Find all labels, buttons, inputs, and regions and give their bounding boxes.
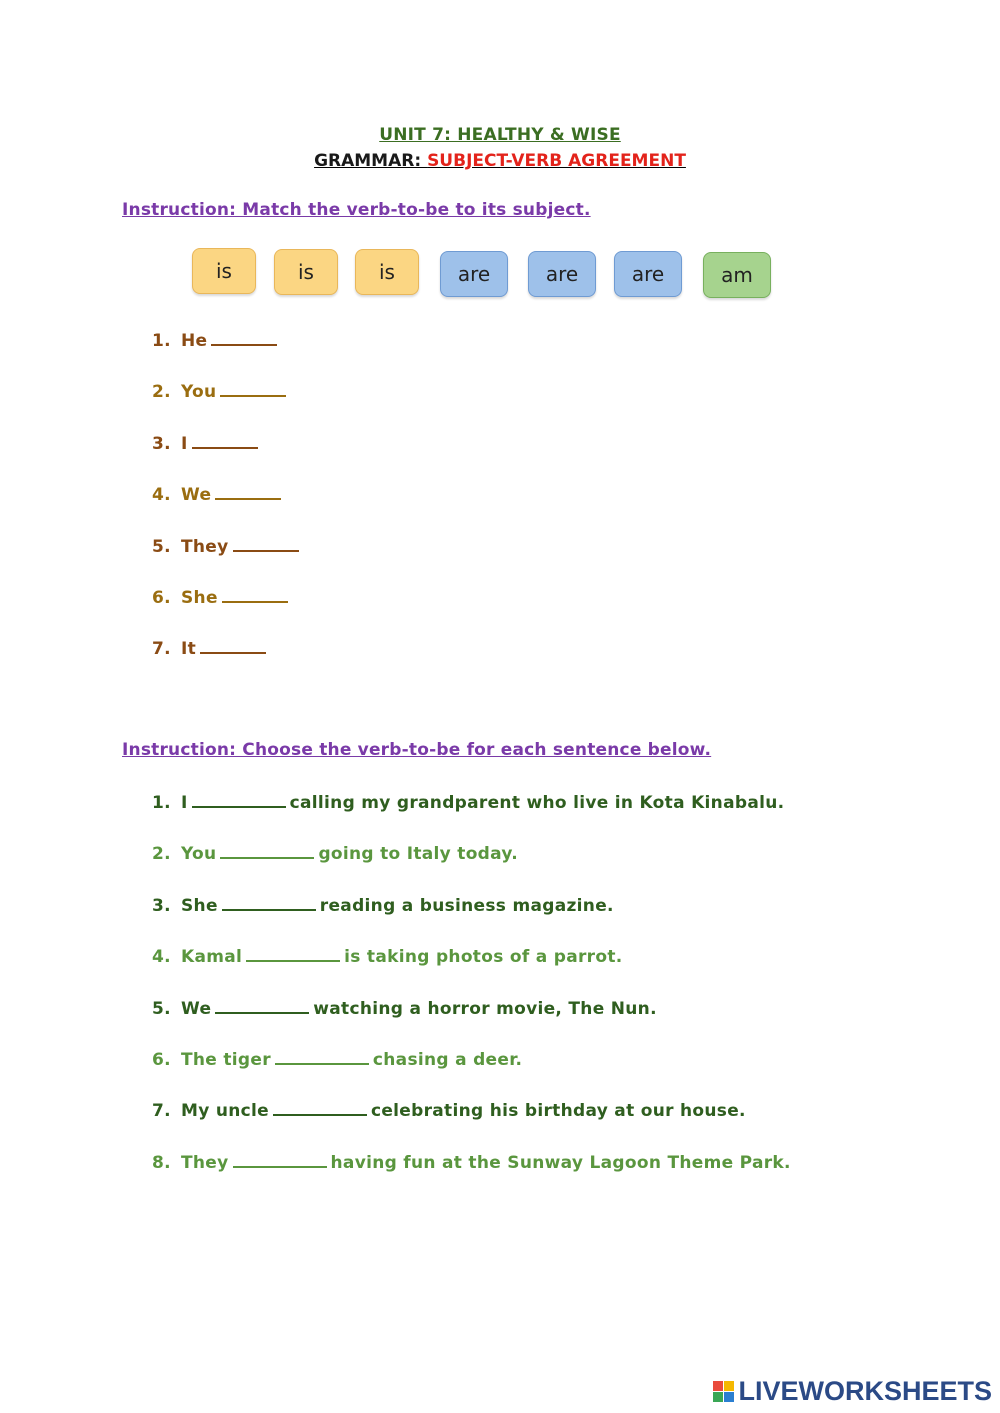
list-item	[152, 945, 791, 996]
sentence-rest: watching a horror movie, The Nun.	[313, 998, 657, 1019]
instruction-match: Instruction: Match the verb-to-be to its subject.	[122, 200, 591, 220]
word-chip-are[interactable]: are	[528, 251, 596, 297]
sentence-subject: Kamal	[181, 947, 243, 968]
sentence-subject: I	[181, 793, 188, 813]
item-number: 6.	[152, 1049, 171, 1070]
word-bank	[0, 248, 1000, 300]
word-chip-is[interactable]: is	[192, 248, 256, 294]
liveworksheets-logo-icon	[713, 1381, 734, 1402]
logo-text: LIVEWORKSHEETS	[738, 1376, 992, 1406]
sentence-subject: My uncle	[181, 1101, 269, 1122]
item-subject: He	[181, 331, 208, 351]
item-number: 2.	[152, 844, 171, 865]
answer-blank[interactable]	[215, 998, 309, 1014]
item-number: 7.	[152, 1101, 171, 1122]
word-chip-am[interactable]: am	[703, 252, 771, 298]
sentence-rest: going to Italy today.	[318, 844, 518, 865]
item-number: 5.	[152, 998, 171, 1019]
answer-blank[interactable]	[192, 433, 258, 449]
instruction-choose: Instruction: Choose the verb-to-be for each sentence below.	[122, 740, 712, 760]
match-list	[152, 329, 303, 689]
sentence-subject: We	[181, 998, 212, 1019]
liveworksheets-logo	[713, 1376, 992, 1407]
item-number: 2.	[152, 382, 171, 403]
list-item	[152, 1048, 791, 1099]
list-item	[152, 329, 303, 380]
word-chip-are[interactable]: are	[614, 251, 682, 297]
item-number: 4.	[152, 485, 171, 506]
sentence-rest: celebrating his birthday at our house.	[370, 1101, 746, 1122]
sentence-subject: They	[181, 1152, 229, 1173]
answer-blank[interactable]	[211, 330, 277, 346]
sentence-rest: reading a business magazine.	[319, 895, 614, 916]
answer-blank[interactable]	[200, 638, 266, 654]
grammar-title	[0, 148, 1000, 174]
list-item	[152, 483, 303, 534]
item-number: 8.	[152, 1152, 171, 1173]
answer-blank[interactable]	[275, 1049, 369, 1065]
item-subject: You	[181, 382, 217, 403]
list-item	[152, 637, 303, 688]
answer-blank[interactable]	[222, 587, 288, 603]
grammar-topic: SUBJECT-VERB AGREEMENT	[427, 151, 686, 171]
answer-blank[interactable]	[233, 536, 299, 552]
word-chip-is[interactable]: is	[355, 249, 419, 295]
list-item	[152, 380, 303, 431]
list-item	[152, 1151, 791, 1202]
item-number: 3.	[152, 895, 171, 916]
item-number: 3.	[152, 433, 171, 454]
worksheet-header	[0, 122, 1000, 174]
word-chip-are[interactable]: are	[440, 251, 508, 297]
item-number: 5.	[152, 536, 171, 557]
sentence-rest: calling my grandparent who live in Kota Kinabalu.	[289, 793, 785, 813]
sentence-rest: having fun at the Sunway Lagoon Theme Park.	[330, 1152, 791, 1173]
list-item	[152, 1099, 791, 1150]
answer-blank[interactable]	[220, 843, 314, 859]
list-item	[152, 894, 791, 945]
answer-blank[interactable]	[222, 895, 316, 911]
item-number: 6.	[152, 587, 171, 608]
list-item	[152, 997, 791, 1048]
list-item	[152, 586, 303, 637]
unit-title: UNIT 7: HEALTHY & WISE	[379, 125, 621, 145]
list-item	[152, 432, 303, 483]
answer-blank[interactable]	[273, 1100, 367, 1116]
answer-blank[interactable]	[215, 484, 281, 500]
item-number: 4.	[152, 947, 171, 968]
sentence-subject: You	[181, 844, 217, 865]
list-item	[152, 842, 791, 893]
sentence-rest: chasing a deer.	[372, 1049, 523, 1070]
grammar-label: GRAMMAR:	[314, 151, 428, 171]
item-subject: We	[181, 485, 212, 506]
item-subject: It	[181, 639, 197, 660]
item-subject: She	[181, 587, 218, 608]
sentence-subject: The tiger	[181, 1049, 271, 1070]
sentence-rest: is taking photos of a parrot.	[344, 947, 623, 968]
answer-blank[interactable]	[246, 946, 340, 962]
sentence-subject: She	[181, 895, 218, 916]
item-number: 7.	[152, 639, 171, 660]
item-subject: I	[181, 433, 188, 454]
word-chip-is[interactable]: is	[274, 249, 338, 295]
sentence-list	[152, 791, 791, 1202]
item-number: 1.	[152, 793, 171, 813]
answer-blank[interactable]	[233, 1152, 327, 1168]
item-subject: They	[181, 536, 229, 557]
list-item	[152, 535, 303, 586]
answer-blank[interactable]	[192, 792, 286, 808]
answer-blank[interactable]	[220, 381, 286, 397]
item-number: 1.	[152, 331, 171, 351]
list-item	[152, 791, 791, 842]
